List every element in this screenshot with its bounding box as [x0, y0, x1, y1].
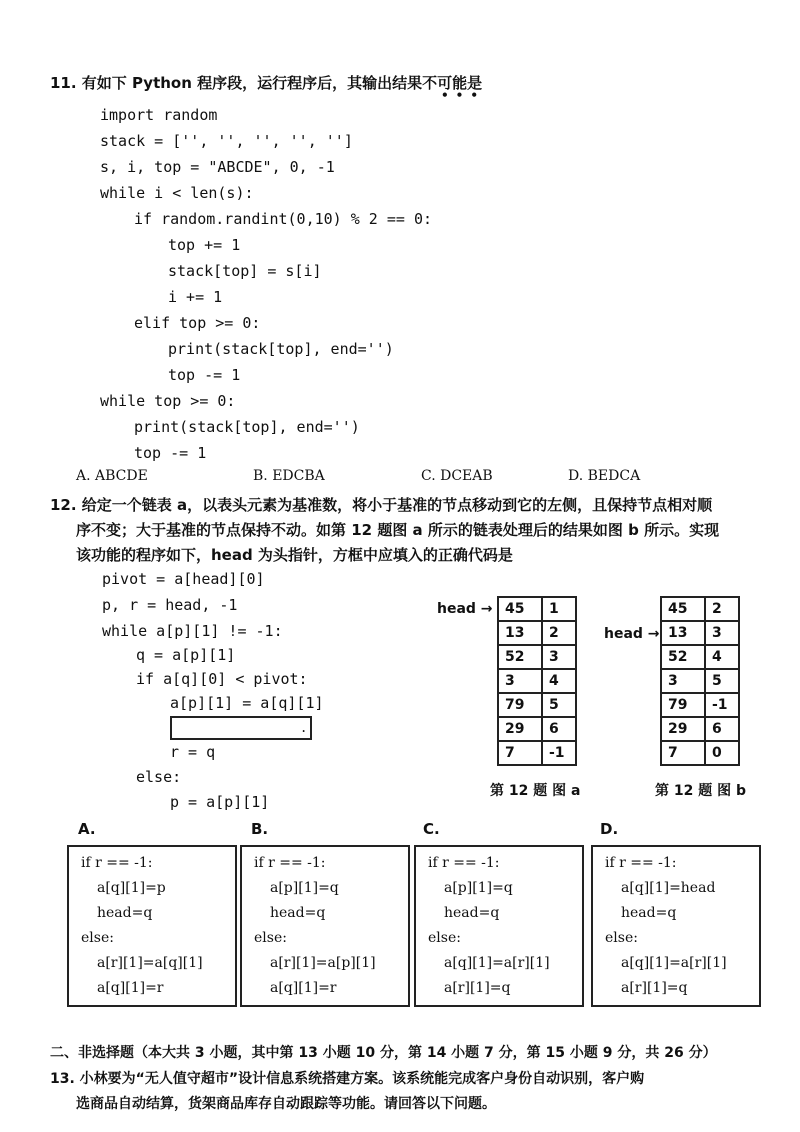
option-line: a[r][1]=q [621, 980, 688, 996]
option-line: a[q][1]=a[r][1] [444, 955, 550, 971]
q11-code-line: elif top >= 0: [134, 314, 261, 332]
table-cell: 5 [542, 693, 576, 717]
table-cell: 6 [542, 717, 576, 741]
option-line: if r == -1: [254, 855, 326, 871]
q12-option-label-d: D. [600, 820, 619, 838]
option-line: a[r][1]=q [444, 980, 511, 996]
table-cell: 7 [498, 741, 542, 765]
table-row [661, 741, 739, 765]
option-line: a[p][1]=q [270, 880, 339, 896]
table-cell: 4 [542, 669, 576, 693]
q11-code-line: while i < len(s): [100, 184, 254, 202]
option-line: a[q][1]=p [97, 880, 166, 896]
option-line: head=q [621, 905, 677, 921]
q12-code-line: else: [136, 768, 182, 786]
table-cell: 13 [661, 621, 705, 645]
q12-code-line: a[p][1] = a[q][1] [170, 694, 324, 712]
q11-code-line: while top >= 0: [100, 392, 236, 410]
option-line: if r == -1: [428, 855, 500, 871]
table-cell: 3 [705, 621, 739, 645]
table-row [498, 621, 576, 645]
table-row [661, 669, 739, 693]
option-line: a[q][1]=r [270, 980, 337, 996]
table-cell: 13 [498, 621, 542, 645]
q11-code-line: s, i, top = "ABCDE", 0, -1 [100, 158, 335, 176]
table-row [498, 645, 576, 669]
blank-dot: . [301, 718, 306, 736]
q11-code-line: i += 1 [168, 288, 223, 306]
answer-blank-box[interactable] [170, 716, 312, 740]
table-cell: 5 [705, 669, 739, 693]
table-row [661, 597, 739, 621]
table-cell: 79 [661, 693, 705, 717]
q11-option-c[interactable]: C. DCEAB [421, 468, 493, 484]
q11-code-line: print(stack[top], end='') [168, 340, 394, 358]
table-cell: 2 [705, 597, 739, 621]
option-line: head=q [444, 905, 500, 921]
option-line: else: [254, 930, 287, 946]
table-row [498, 717, 576, 741]
q12-option-box-b[interactable] [240, 845, 410, 1007]
table-cell: 7 [661, 741, 705, 765]
q12-code-line: pivot = a[head][0] [102, 570, 265, 588]
q12-code-line: q = a[p][1] [136, 646, 236, 664]
q11-code-line: if random.randint(0,10) % 2 == 0: [134, 210, 433, 228]
table-cell: 45 [498, 597, 542, 621]
q12-code-line: while a[p][1] != -1: [102, 622, 283, 640]
q12-option-label-c: C. [423, 820, 440, 838]
q11-option-d[interactable]: D. BEDCA [568, 468, 641, 484]
q12-option-box-c[interactable] [414, 845, 584, 1007]
table-row [498, 597, 576, 621]
table-cell: 3 [498, 669, 542, 693]
option-line: else: [605, 930, 638, 946]
q12-option-box-a[interactable] [67, 845, 237, 1007]
option-line: a[q][1]=head [621, 880, 716, 896]
table-cell: 3 [661, 669, 705, 693]
option-line: a[p][1]=q [444, 880, 513, 896]
q12-option-label-a: A. [78, 820, 96, 838]
option-line: head=q [97, 905, 153, 921]
figure-caption-a: 第 12 题 图 a [490, 783, 581, 799]
table-cell: -1 [705, 693, 739, 717]
q12-code-line: p = a[p][1] [170, 793, 270, 811]
section-two-heading: 二、非选择题（本大共 3 小题，其中第 13 小题 10 分，第 14 小题 7 分，第 15 小题 9 分，共 26 分） [50, 1045, 717, 1061]
table-row [498, 693, 576, 717]
table-row [661, 717, 739, 741]
table-cell: -1 [542, 741, 576, 765]
table-cell: 0 [705, 741, 739, 765]
q12-code-line: r = q [170, 743, 216, 761]
table-cell: 29 [498, 717, 542, 741]
linked-list-table-a [497, 596, 577, 766]
q12-stem-line2: 序不变；大于基准的节点保持不动。如第 12 题图 a 所示的链表处理后的结果如图 b 所示。实现 [76, 521, 720, 539]
table-row [661, 645, 739, 669]
q12-code-line: if a[q][0] < pivot: [136, 670, 308, 688]
q11-code-line: stack = ['', '', '', '', ''] [100, 132, 353, 150]
option-line: a[q][1]=a[r][1] [621, 955, 727, 971]
q11-stem: 11. 有如下 Python 程序段，运行程序后，其输出结果不可能是 [50, 74, 483, 92]
q11-option-b[interactable]: B. EDCBA [253, 468, 325, 484]
table-cell: 52 [498, 645, 542, 669]
q11-code-line: print(stack[top], end='') [134, 418, 360, 436]
q12-code-line: p, r = head, -1 [102, 596, 238, 614]
option-line: else: [81, 930, 114, 946]
q12-option-label-b: B. [251, 820, 269, 838]
figure-caption-b: 第 12 题 图 b [655, 783, 746, 799]
q11-code-line: stack[top] = s[i] [168, 262, 322, 280]
table-cell: 1 [542, 597, 576, 621]
table-cell: 79 [498, 693, 542, 717]
table-cell: 3 [542, 645, 576, 669]
table-row [661, 693, 739, 717]
q11-code-line: top -= 1 [134, 444, 207, 462]
table-row [498, 741, 576, 765]
table-cell: 4 [705, 645, 739, 669]
option-line: if r == -1: [81, 855, 153, 871]
q11-option-a[interactable]: A. ABCDE [76, 468, 148, 484]
q11-code-line: import random [100, 106, 218, 124]
head-pointer-label-a: head → [437, 601, 493, 617]
option-line: a[r][1]=a[q][1] [97, 955, 203, 971]
option-line: a[r][1]=a[p][1] [270, 955, 376, 971]
table-cell: 52 [661, 645, 705, 669]
option-line: head=q [270, 905, 326, 921]
q13-line2: 选商品自动结算，货架商品库存自动跟踪等功能。请回答以下问题。 [76, 1096, 496, 1112]
table-row [498, 669, 576, 693]
q13-line1: 13. 小林要为“无人值守超市”设计信息系统搭建方案。该系统能完成客户身份自动识别，客户购 [50, 1071, 645, 1087]
table-cell: 6 [705, 717, 739, 741]
linked-list-table-b [660, 596, 740, 766]
q12-stem-line3: 该功能的程序如下，head 为头指针，方框中应填入的正确代码是 [76, 546, 513, 564]
table-cell: 2 [542, 621, 576, 645]
head-pointer-label-b: head → [604, 626, 660, 642]
option-line: else: [428, 930, 461, 946]
table-cell: 29 [661, 717, 705, 741]
option-line: if r == -1: [605, 855, 677, 871]
q12-stem-line1: 12. 给定一个链表 a，以表头元素为基准数，将小于基准的节点移动到它的左侧，且保持节点相对顺 [50, 496, 713, 514]
option-line: a[q][1]=r [97, 980, 164, 996]
q11-code-line: top += 1 [168, 236, 241, 254]
emphasis-dots: ••• [441, 88, 486, 102]
table-row [661, 621, 739, 645]
table-cell: 45 [661, 597, 705, 621]
q12-option-box-d[interactable] [591, 845, 761, 1007]
q11-code-line: top -= 1 [168, 366, 241, 384]
